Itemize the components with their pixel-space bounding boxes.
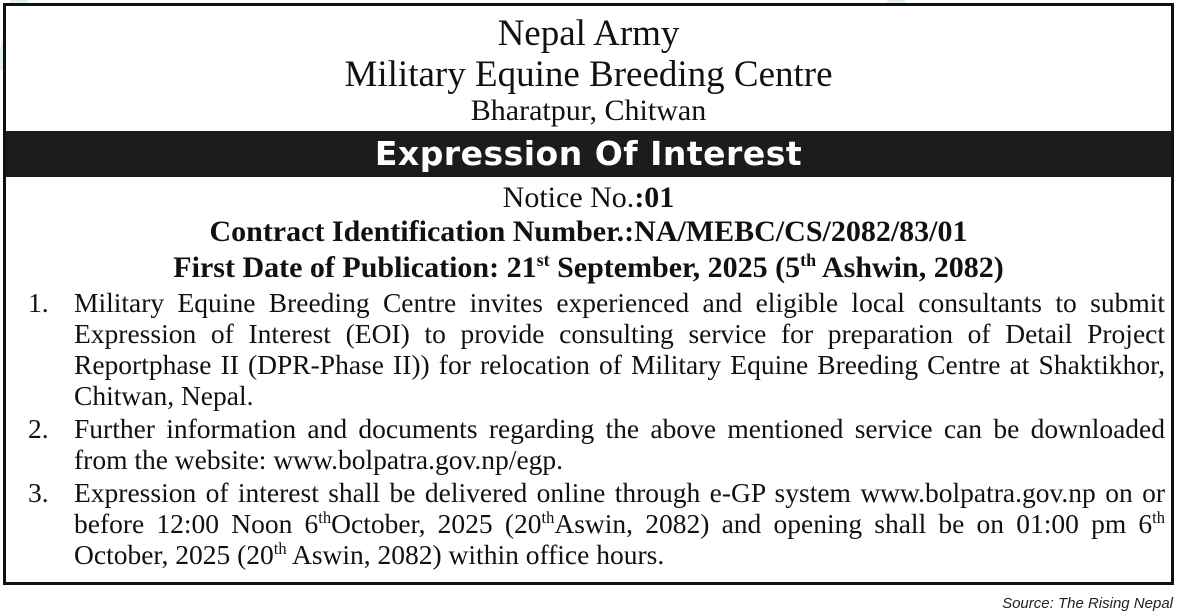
ordinal-suffix: th — [273, 538, 287, 558]
pub-day: 21 — [506, 251, 537, 284]
item-number: 3. — [28, 477, 49, 508]
contract-label: Contract Identification Number.: — [209, 215, 635, 248]
ordinal-suffix: th — [1152, 507, 1165, 527]
pub-nep-suffix: th — [800, 250, 817, 270]
item-text-part: Aswin, 2082) within office hours. — [286, 539, 665, 570]
notice-number — [6, 181, 1171, 215]
list-item — [6, 413, 1171, 475]
notice-value: :01 — [634, 181, 675, 214]
list-item — [6, 477, 1171, 570]
item-text-part: October, 2025 (20 — [74, 539, 274, 570]
pub-end: Ashwin, 2082) — [816, 251, 1004, 284]
publication-date — [6, 249, 1171, 287]
item-number: 1. — [28, 287, 49, 318]
unit-name: Military Equine Breeding Centre — [344, 54, 833, 95]
item-number: 2. — [28, 413, 49, 444]
org-name: Nepal Army — [497, 13, 680, 54]
ordinal-suffix: th — [318, 507, 332, 527]
pub-rest: September, 2025 (5 — [549, 251, 801, 284]
title-banner: Expression Of Interest — [6, 131, 1171, 177]
location: Bharatpur, Chitwan — [470, 94, 707, 127]
pub-label: First Date of Publication: — [173, 251, 507, 284]
notice-header — [6, 14, 1171, 127]
notice-box — [3, 3, 1174, 585]
notice-items — [6, 287, 1171, 570]
source-credit: Source: The Rising Nepal — [1002, 595, 1173, 612]
pub-day-suffix: st — [536, 250, 550, 270]
item-text: Further information and documents regarding the above mentioned service can be downloaded from the website: www.bolpatra.gov.np/egp. — [74, 413, 1165, 475]
ordinal-suffix: th — [541, 507, 555, 527]
contract-id: NA/MEBC/CS/2082/83/01 — [634, 215, 968, 248]
item-text-part: Aswin, 2082) and opening shall be on 01:00 pm 6 — [554, 508, 1153, 539]
item-text-part: October, 2025 (20 — [331, 508, 542, 539]
notice-label: Notice No. — [502, 181, 635, 214]
list-item — [6, 287, 1171, 411]
item-text: Military Equine Breeding Centre invites experienced and eligible local consultants to submit Expression of Interest (EOI) to provide consulting service for preparation of Detail Project Reportphase II (DPR-Phase II)) for relocation of Military Equine Breeding Centre at Shaktikhor, Chitwan, Nepal. — [74, 287, 1165, 411]
item-text-part: Expression of interest shall be delivered online through e-GP system www.bolpatra.gov.np on or before 12:00 Noon 6 — [74, 477, 1165, 539]
contract-id-line — [6, 215, 1171, 249]
